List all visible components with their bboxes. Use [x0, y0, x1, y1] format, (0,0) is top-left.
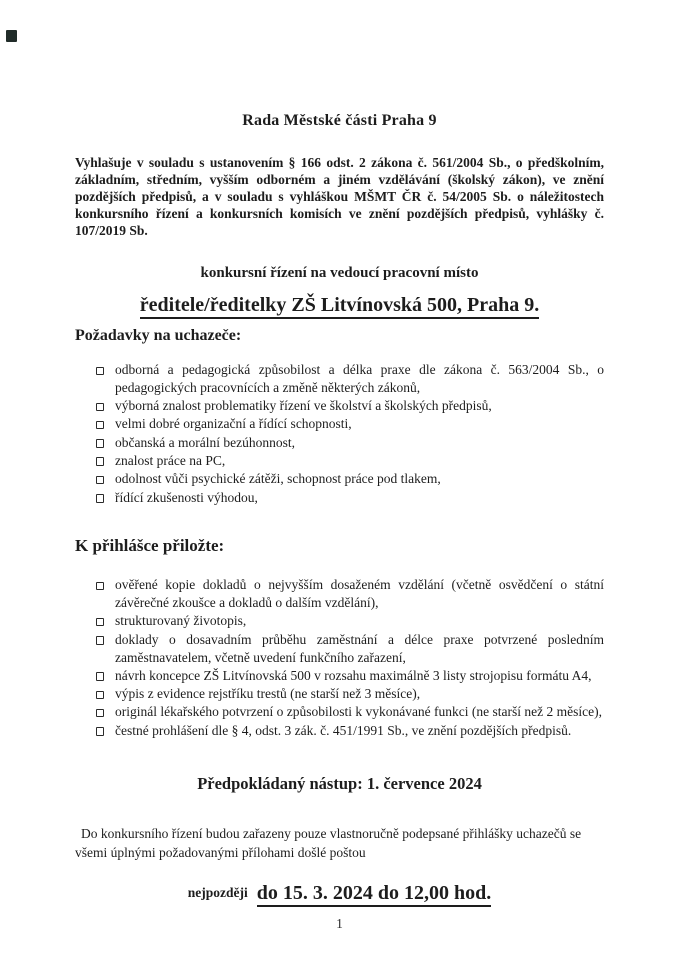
- square-bullet-icon: [96, 421, 104, 430]
- scan-artifact-mark: [6, 30, 17, 42]
- list-item: [96, 361, 604, 397]
- start-date-heading: Předpokládaný nástup: 1. července 2024: [197, 773, 482, 793]
- list-item: [96, 685, 604, 703]
- list-item-text: doklady o dosavadním průběhu zaměstnání a délce praxe potvrzené posledním zaměstnavatelem, včetně uvedení funkčního zařazení,: [115, 631, 604, 665]
- list-item-text: výborná znalost problematiky řízení ve školství a školských předpisů,: [115, 398, 492, 414]
- list-item: [96, 452, 604, 470]
- list-item: [96, 722, 604, 740]
- list-item-text: velmi dobré organizační a řídící schopnosti,: [115, 416, 352, 432]
- page-number: 1: [336, 916, 343, 931]
- square-bullet-icon: [96, 367, 104, 376]
- list-item: [96, 434, 604, 452]
- list-item: [96, 415, 604, 433]
- list-item-text: odborná a pedagogická způsobilost a délka praxe dle zákona č. 563/2004 Sb., o pedagogických pracovnících a změně některých zákonů,: [115, 362, 604, 395]
- intro-paragraph: Vyhlašuje v souladu s ustanovením § 166 odst. 2 zákona č. 561/2004 Sb., o předškolním, základním, středním, vyšším odborném a jiném vzdělávání (školský zákon), ve znění pozdějších předpisů, a v souladu s vyhláškou MŠMT ČR č. 54/2005 Sb. o náležitostech konkursního řízení a konkursních komisích ve znění pozdějších předpisů, vyhlášky č. 107/2019 Sb.: [75, 155, 604, 238]
- list-item-text: řídící zkušenosti výhodou,: [115, 489, 258, 505]
- list-item: [96, 667, 604, 685]
- announcement-line: konkursní řízení na vedoucí pracovní místo: [200, 265, 479, 281]
- deadline-value: do 15. 3. 2024 do 12,00 hod.: [257, 882, 492, 907]
- square-bullet-icon: [96, 494, 104, 503]
- square-bullet-icon: [96, 476, 104, 485]
- square-bullet-icon: [96, 439, 104, 448]
- square-bullet-icon: [96, 709, 104, 718]
- list-item: [96, 703, 604, 721]
- list-item-text: čestné prohlášení dle § 4, odst. 3 zák. č. 451/1991 Sb., ve znění pozdějších předpisů.: [115, 722, 572, 738]
- deadline-line: [75, 882, 604, 905]
- attachments-heading: K přihlášce přiložte:: [75, 536, 225, 556]
- list-item: [96, 612, 604, 630]
- list-item-text: výpis z evidence rejstříku trestů (ne starší než 3 měsíce),: [115, 686, 421, 702]
- position-title-text: ředitele/ředitelky ZŠ Litvínovská 500, Praha 9.: [140, 294, 539, 319]
- square-bullet-icon: [96, 457, 104, 466]
- list-item-text: odolnost vůči psychické zátěži, schopnost práce pod tlakem,: [115, 471, 441, 487]
- list-item-text: občanská a morální bezúhonnost,: [115, 434, 295, 450]
- list-item-text: strukturovaný životopis,: [115, 613, 247, 629]
- list-item-text: ověřené kopie dokladů o nejvyšším dosaženém vzdělání (včetně osvědčení o státní závěrečné zkoušce a dokladů o dalším vzdělání),: [115, 577, 604, 611]
- list-item-text: znalost práce na PC,: [115, 452, 226, 468]
- submission-note: Do konkursního řízení budou zařazeny pouze vlastnoručně podepsané přihlášky uchazečů se všemi úplnými požadovanými přílohami došlé poštou: [75, 825, 582, 860]
- square-bullet-icon: [96, 691, 104, 700]
- list-item: [96, 470, 604, 488]
- list-item: [96, 397, 604, 415]
- position-title: [75, 294, 604, 317]
- list-item-text: návrh koncepce ZŠ Litvínovská 500 v rozsahu maximálně 3 listy strojopisu formátu A4,: [115, 667, 592, 683]
- square-bullet-icon: [96, 403, 104, 412]
- square-bullet-icon: [96, 582, 104, 591]
- square-bullet-icon: [96, 618, 104, 627]
- list-item-text: originál lékařského potvrzení o způsobilosti k vykonávané funkci (ne starší než 2 měsíce),: [115, 704, 602, 720]
- requirements-list: [75, 361, 604, 506]
- requirements-heading: Požadavky na uchazeče:: [75, 327, 242, 344]
- list-item: [96, 576, 604, 612]
- list-item: [96, 489, 604, 507]
- deadline-prefix: nejpozději: [187, 884, 248, 900]
- list-item: [96, 631, 604, 667]
- square-bullet-icon: [96, 727, 104, 736]
- attachments-list: [75, 576, 604, 739]
- document-title: Rada Městské části Praha 9: [242, 112, 437, 129]
- square-bullet-icon: [96, 672, 104, 681]
- square-bullet-icon: [96, 636, 104, 645]
